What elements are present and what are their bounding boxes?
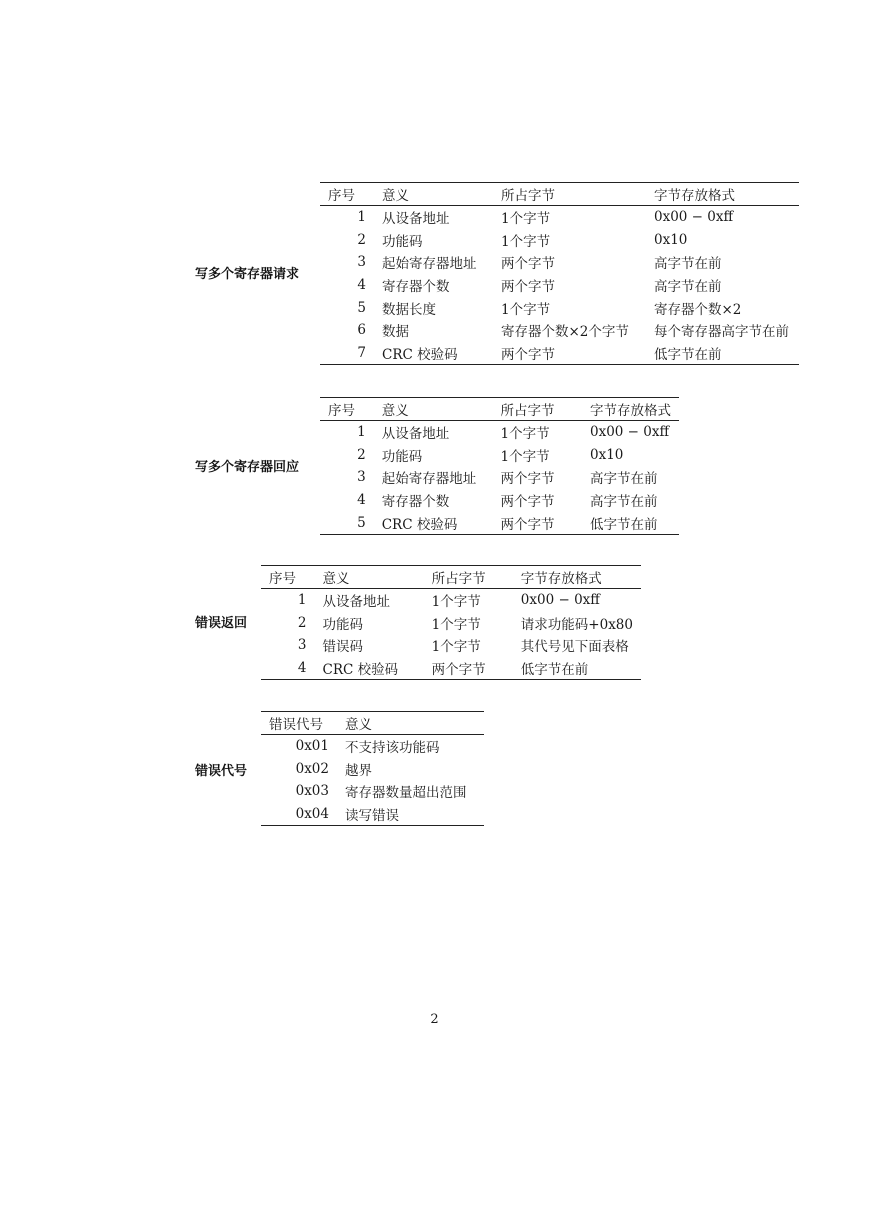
cell-meaning: 功能码 <box>322 616 363 633</box>
header-meaning: 意义 <box>374 183 493 206</box>
cell-bytes: 两个字节 <box>501 346 555 363</box>
table-row <box>320 444 679 467</box>
header-format: 字节存放格式 <box>582 398 679 421</box>
cell-seq: 4 <box>357 492 366 509</box>
table-row <box>320 274 799 297</box>
cell-meaning: 功能码 <box>382 233 423 250</box>
cell-format: 0x00 − 0xff <box>520 592 600 609</box>
cell-format: 低字节在前 <box>654 346 722 363</box>
table-row <box>320 206 799 229</box>
cell-meaning: 数据长度 <box>382 301 436 318</box>
cell-bytes: 两个字节 <box>501 279 555 296</box>
table-row <box>320 319 799 342</box>
table-row <box>261 589 641 612</box>
header-format: 字节存放格式 <box>513 566 641 589</box>
cell-bytes: 两个字节 <box>431 662 486 679</box>
cell-meaning: 错误码 <box>322 639 363 656</box>
cell-format: 0x00 − 0xff <box>654 209 734 226</box>
header-row <box>261 566 641 589</box>
cell-seq: 1 <box>357 424 366 441</box>
section-label: 错误代号 <box>195 764 248 779</box>
cell-format: 高字节在前 <box>654 256 722 273</box>
section-label: 写多个寄存器回应 <box>195 460 300 475</box>
cell-bytes: 两个字节 <box>501 256 555 273</box>
header-row <box>320 183 799 206</box>
write-response-table <box>320 397 679 535</box>
cell-bytes: 1个字节 <box>500 448 550 465</box>
table-row <box>261 657 641 680</box>
cell-meaning: 从设备地址 <box>322 594 390 611</box>
cell-bytes: 1个字节 <box>501 233 551 250</box>
cell-seq: 5 <box>357 299 366 316</box>
table-row <box>320 489 679 512</box>
cell-bytes: 两个字节 <box>500 494 555 511</box>
cell-format: 0x10 <box>654 231 688 248</box>
cell-seq: 1 <box>357 209 366 226</box>
cell-format: 其代号见下面表格 <box>520 639 629 656</box>
cell-bytes: 寄存器个数×2个字节 <box>501 324 629 341</box>
header-bytes: 所占字节 <box>424 566 513 589</box>
cell-seq: 2 <box>297 614 307 631</box>
cell-bytes: 1个字节 <box>501 211 551 228</box>
cell-seq: 7 <box>357 344 366 361</box>
cell-meaning: 起始寄存器地址 <box>381 471 477 488</box>
cell-meaning: CRC 校验码 <box>382 346 458 363</box>
table-row <box>320 421 679 444</box>
header-bytes: 所占字节 <box>493 398 583 421</box>
cell-seq: 2 <box>357 446 366 463</box>
cell-format: 高字节在前 <box>590 471 658 488</box>
cell-format: 0x00 − 0xff <box>590 424 670 441</box>
table-row <box>261 634 641 657</box>
header-seq: 序号 <box>320 183 374 206</box>
table-row <box>320 251 799 274</box>
cell-seq: 6 <box>357 322 366 339</box>
cell-meaning: 数据 <box>382 324 409 341</box>
table-row <box>320 466 679 489</box>
table-row <box>320 342 799 365</box>
cell-meaning: CRC 校验码 <box>322 662 399 679</box>
cell-seq: 4 <box>357 277 366 294</box>
cell-bytes: 两个字节 <box>500 471 555 488</box>
table-row <box>320 229 799 252</box>
cell-meaning: 寄存器个数 <box>381 494 450 511</box>
cell-meaning: 越界 <box>345 762 372 779</box>
cell-seq: 3 <box>357 254 366 271</box>
section-label: 错误返回 <box>195 616 248 631</box>
error-codes-table <box>261 711 484 826</box>
table-row <box>261 735 484 758</box>
cell-format: 高字节在前 <box>654 279 722 296</box>
error-return-table <box>261 565 641 680</box>
table-row <box>320 511 679 534</box>
cell-meaning: 寄存器个数 <box>382 279 450 296</box>
header-meaning: 意义 <box>374 398 493 421</box>
header-row <box>261 712 484 735</box>
cell-code: 0x03 <box>295 783 329 800</box>
cell-bytes: 两个字节 <box>500 516 555 533</box>
cell-meaning: 起始寄存器地址 <box>382 256 477 273</box>
table-row <box>261 780 484 803</box>
cell-seq: 3 <box>357 469 366 486</box>
cell-code: 0x01 <box>295 738 329 755</box>
cell-code: 0x02 <box>295 760 329 777</box>
cell-code: 0x04 <box>295 806 329 823</box>
cell-meaning: 不支持该功能码 <box>345 740 440 757</box>
cell-seq: 5 <box>357 514 366 531</box>
table-row <box>261 612 641 635</box>
header-meaning: 意义 <box>315 566 424 589</box>
header-seq: 序号 <box>261 566 315 589</box>
cell-bytes: 1个字节 <box>431 639 481 656</box>
write-request-table <box>320 182 799 365</box>
cell-meaning: 功能码 <box>381 448 423 465</box>
header-format: 字节存放格式 <box>646 183 799 206</box>
cell-bytes: 1个字节 <box>501 301 551 318</box>
section-label: 写多个寄存器请求 <box>195 267 300 282</box>
cell-seq: 3 <box>297 637 307 654</box>
header-code: 错误代号 <box>261 712 337 735</box>
cell-bytes: 1个字节 <box>431 594 481 611</box>
cell-meaning: 读写错误 <box>345 808 399 825</box>
cell-seq: 4 <box>297 660 307 677</box>
cell-meaning: CRC 校验码 <box>381 516 458 533</box>
header-meaning: 意义 <box>337 712 484 735</box>
cell-meaning: 从设备地址 <box>382 211 450 228</box>
cell-bytes: 1个字节 <box>500 426 550 443</box>
cell-meaning: 从设备地址 <box>381 426 450 443</box>
table-row <box>261 803 484 826</box>
cell-format: 请求功能码+0x80 <box>520 616 633 633</box>
table-row <box>320 296 799 319</box>
table-row <box>261 758 484 781</box>
cell-format: 高字节在前 <box>590 494 658 511</box>
cell-seq: 2 <box>357 231 366 248</box>
cell-seq: 1 <box>297 592 307 609</box>
cell-format: 每个寄存器高字节在前 <box>654 324 789 341</box>
cell-format: 低字节在前 <box>520 662 589 679</box>
header-row <box>320 398 679 421</box>
cell-format: 0x10 <box>590 446 624 463</box>
cell-format: 寄存器个数×2 <box>654 301 742 318</box>
cell-format: 低字节在前 <box>590 516 658 533</box>
header-bytes: 所占字节 <box>493 183 646 206</box>
header-seq: 序号 <box>320 398 374 421</box>
cell-bytes: 1个字节 <box>431 616 481 633</box>
cell-meaning: 寄存器数量超出范围 <box>345 785 467 802</box>
page-number: 2 <box>430 1012 439 1027</box>
